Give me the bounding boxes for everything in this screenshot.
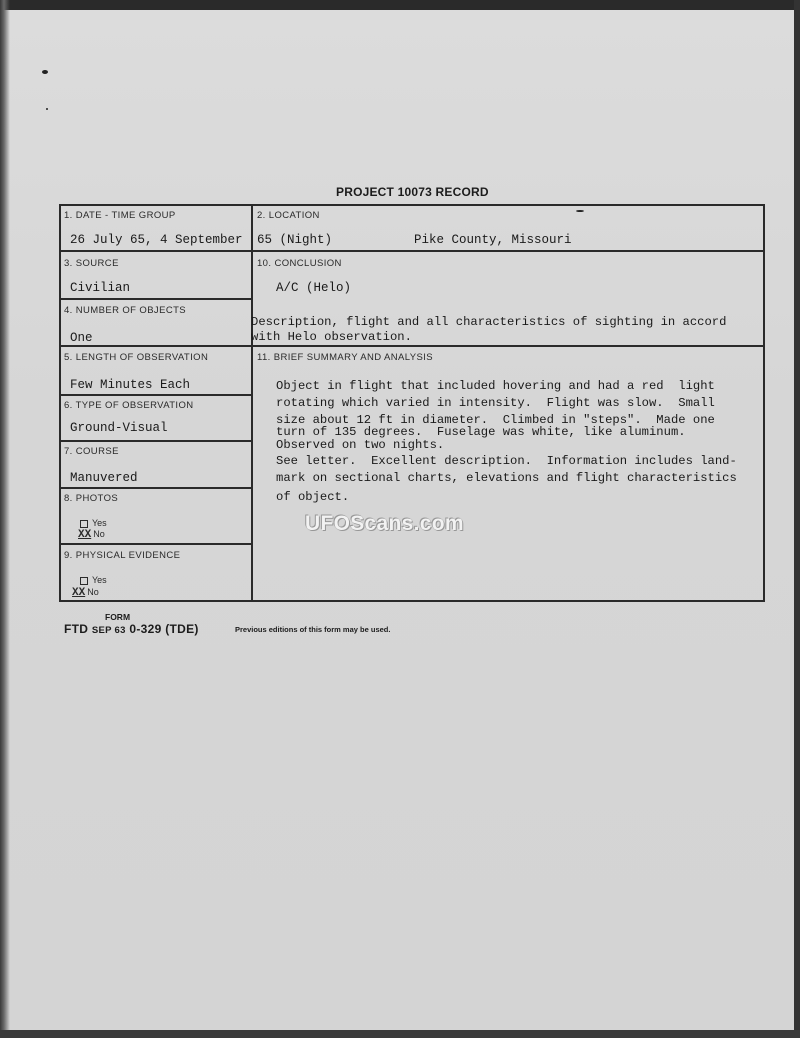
photos-yes-option: Yes: [80, 518, 107, 528]
source-label: 3. SOURCE: [64, 258, 119, 269]
conclusion-description-line-2: with Helo observation.: [251, 330, 412, 344]
summary-line-3: size about 12 ft in diameter. Climbed in "steps". Made one: [276, 413, 715, 427]
watermark: UFOScans.com: [305, 512, 464, 535]
footer-form-word: FORM: [105, 612, 131, 622]
footer-note: Previous editions of this form may be used.: [235, 625, 391, 634]
footer-ftd: FTD: [64, 622, 89, 636]
scan-edge-top: [0, 0, 800, 10]
course-value: Manuvered: [70, 471, 138, 485]
date-time-group-label: 1. DATE - TIME GROUP: [64, 210, 176, 221]
scan-edge-bottom: [0, 1030, 800, 1038]
checkbox-icon: [80, 520, 88, 528]
scan-speck: [42, 70, 48, 74]
photos-no-option: XX No: [78, 529, 105, 541]
row-divider: [59, 345, 765, 347]
footer-form-number: 0-329 (TDE): [129, 622, 199, 636]
typed-x-mark: XX: [72, 587, 86, 599]
row-divider: [59, 440, 252, 442]
course-label: 7. COURSE: [64, 446, 119, 457]
location-value-date: 65 (Night): [257, 233, 333, 247]
summary-line-8: of object.: [276, 490, 350, 504]
checkbox-icon: [80, 577, 88, 585]
source-value: Civilian: [70, 281, 131, 295]
summary-line-5: Observed on two nights.: [276, 438, 445, 452]
summary-line-7: mark on sectional charts, elevations and flight characteristics: [276, 471, 737, 485]
summary-line-1: Object in flight that included hovering and had a red light: [276, 379, 715, 393]
row-divider: [59, 298, 252, 300]
photos-label: 8. PHOTOS: [64, 493, 119, 504]
length-of-observation-label: 5. LENGTH OF OBSERVATION: [64, 352, 209, 363]
scan-speck: [46, 108, 48, 110]
summary-line-4: turn of 135 degrees. Fuselage was white, like aluminum.: [276, 425, 686, 439]
conclusion-label: 10. CONCLUSION: [257, 258, 342, 269]
physical-evidence-yes-option: Yes: [80, 575, 107, 585]
row-divider: [59, 543, 252, 545]
typed-x-mark: XX: [78, 529, 92, 541]
summary-label: 11. BRIEF SUMMARY AND ANALYSIS: [257, 352, 434, 363]
date-time-group-value: 26 July 65, 4 September: [70, 233, 243, 247]
number-of-objects-label: 4. NUMBER OF OBJECTS: [64, 305, 187, 316]
row-divider: [59, 250, 765, 252]
row-divider: [59, 487, 252, 489]
footer-form-id: [64, 622, 199, 636]
row-divider: [59, 394, 252, 396]
physical-evidence-label: 9. PHYSICAL EVIDENCE: [64, 550, 181, 561]
physical-evidence-no-option: XX No: [72, 587, 99, 599]
conclusion-value: A/C (Helo): [276, 281, 352, 295]
scan-edge-right: [794, 0, 800, 1038]
location-value-place: Pike County, Missouri: [414, 233, 572, 247]
summary-line-6: See letter. Excellent description. Information includes land-: [276, 454, 737, 468]
scan-edge-left: [0, 0, 10, 1038]
record-title: PROJECT 10073 RECORD: [336, 185, 489, 199]
location-label: 2. LOCATION: [257, 210, 320, 221]
summary-line-2: rotating which varied in intensity. Flight was slow. Small: [276, 396, 715, 410]
conclusion-description-line-1: Description, flight and all characteristics of sighting in accord: [251, 315, 727, 329]
number-of-objects-value: One: [70, 331, 93, 345]
length-of-observation-value: Few Minutes Each: [70, 378, 191, 392]
footer-date: SEP 63: [91, 625, 126, 636]
type-of-observation-label: 6. TYPE OF OBSERVATION: [64, 400, 194, 411]
type-of-observation-value: Ground-Visual: [70, 421, 168, 435]
